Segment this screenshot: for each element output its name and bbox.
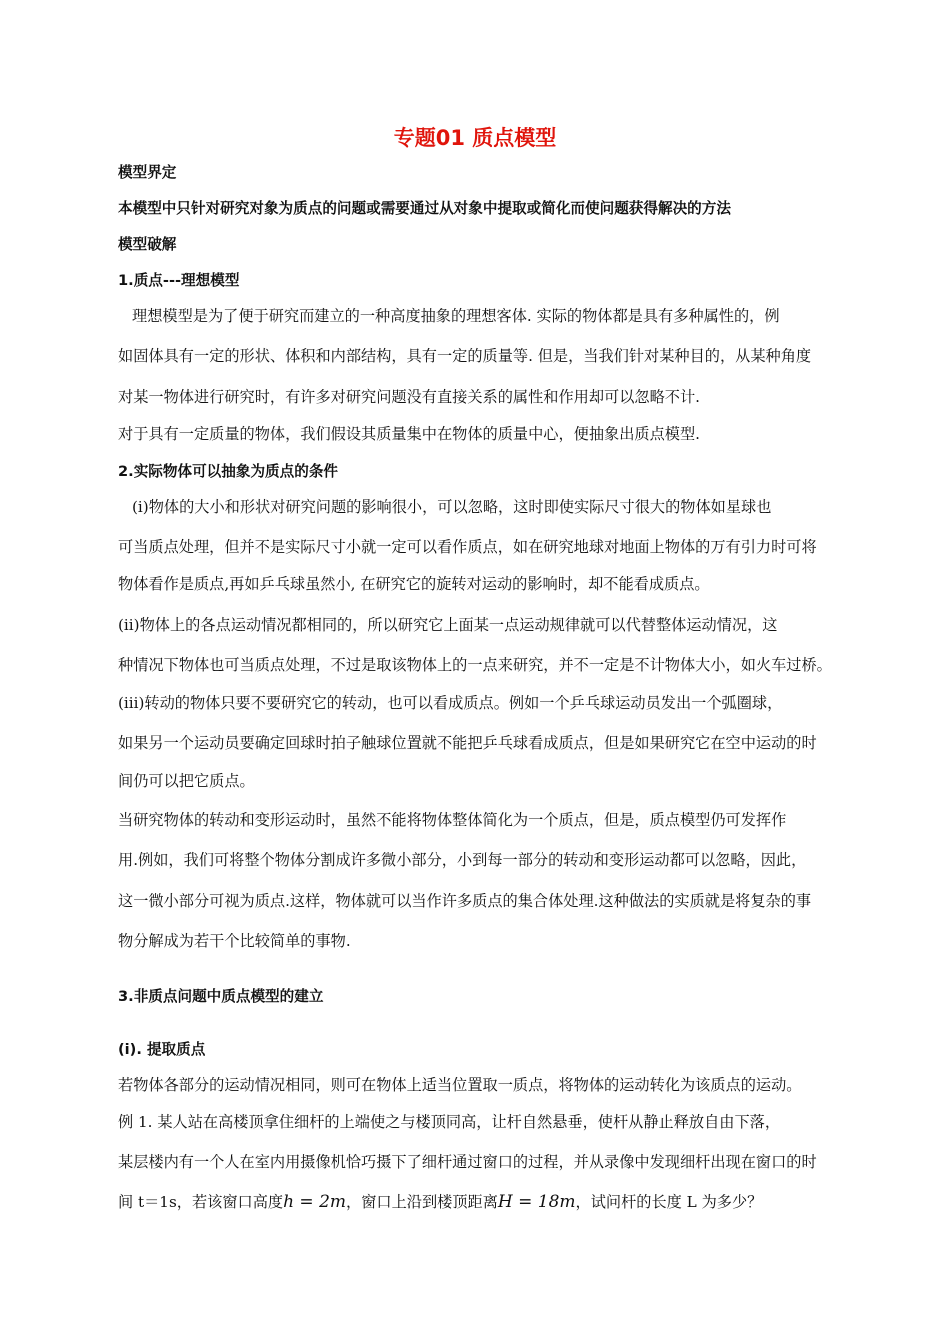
example-text-part: ，试问杆的长度 L 为多少？ <box>575 1193 763 1211</box>
section-heading-2: 2.实际物体可以抽象为质点的条件 <box>118 463 339 480</box>
math-window-height: h = 2m <box>283 1192 347 1212</box>
paragraph-line: 间仍可以把它质点。 <box>118 772 255 790</box>
paragraph-line: 可当质点处理，但并不是实际尺寸小就一定可以看作质点，如在研究地球对地面上物体的万有引力时可将 <box>118 538 817 556</box>
paragraph-line: 当研究物体的转动和变形运动时，虽然不能将物体整体简化为一个质点，但是，质点模型仍可发挥作 <box>118 811 787 829</box>
paragraph-line: 若物体各部分的运动情况相同，则可在物体上适当位置取一质点，将物体的运动转化为该质点的运动。 <box>118 1076 802 1094</box>
paragraph-line: (iii)转动的物体只要不要研究它的转动，也可以看成质点。例如一个乒乓球运动员发出一个弧圈球， <box>118 694 783 712</box>
paragraph-line: 物分解成为若干个比较简单的事物. <box>118 932 351 950</box>
subsection-heading: (i). 提取质点 <box>118 1041 206 1058</box>
example-line-last <box>118 1192 762 1212</box>
paragraph-line: 这一微小部分可视为质点.这样，物体就可以当作许多质点的集合体处理.这种做法的实质就是将复杂的事 <box>118 892 812 910</box>
paragraph-line: 用.例如，我们可将整个物体分割成许多微小部分，小到每一部分的转动和变形运动都可以忽略，因此， <box>118 851 807 869</box>
definition-text: 本模型中只针对研究对象为质点的问题或需要通过从对象中提取或简化而使问题获得解决的方法 <box>118 200 731 217</box>
definition-heading: 模型界定 <box>118 164 177 181</box>
paragraph-line: 物体看作是质点,再如乒乓球虽然小, 在研究它的旋转对运动的影响时，却不能看成质点。 <box>118 575 710 593</box>
paragraph-line: 如果另一个运动员要确定回球时拍子触球位置就不能把乒乓球看成质点，但是如果研究它在空中运动的时 <box>118 734 817 752</box>
paragraph-line: 对某一物体进行研究时，有许多对研究问题没有直接关系的属性和作用却可以忽略不计. <box>118 388 700 406</box>
paragraph-line: (i)物体的大小和形状对研究问题的影响很小，可以忽略，这时即使实际尺寸很大的物体如星球也 <box>132 498 772 516</box>
breakdown-heading: 模型破解 <box>118 236 177 253</box>
example-line: 某层楼内有一个人在室内用摄像机恰巧摄下了细杆通过窗口的过程，并从录像中发现细杆出现在窗口的时 <box>118 1153 817 1171</box>
example-text-part: ，窗口上沿到楼顶距离 <box>346 1193 498 1211</box>
example-text-part: 间 t＝1s，若该窗口高度 <box>118 1193 284 1211</box>
document-title: 专题01 质点模型 <box>393 126 557 150</box>
paragraph-line: (ii)物体上的各点运动情况都相同的，所以研究它上面某一点运动规律就可以代替整体运动情况，这 <box>118 616 778 634</box>
paragraph-line: 理想模型是为了便于研究而建立的一种高度抽象的理想客体. 实际的物体都是具有多种属性的，例 <box>132 307 780 325</box>
example-line: 例 1. 某人站在高楼顶拿住细杆的上端使之与楼顶同高，让杆自然悬垂，使杆从静止释放自由下落， <box>118 1113 781 1131</box>
paragraph-line: 如固体具有一定的形状、体积和内部结构，具有一定的质量等. 但是，当我们针对某种目的，从某种角度 <box>118 347 812 365</box>
section-heading-3: 3.非质点问题中质点模型的建立 <box>118 988 324 1005</box>
paragraph-line: 对于具有一定质量的物体，我们假设其质量集中在物体的质量中心，便抽象出质点模型. <box>118 425 700 443</box>
section-heading-1: 1.质点---理想模型 <box>118 272 240 289</box>
paragraph-line: 种情况下物体也可当质点处理，不过是取该物体上的一点来研究，并不一定是不计物体大小，如火车过桥。 <box>118 656 832 674</box>
math-roof-distance: H = 18m <box>497 1192 576 1212</box>
